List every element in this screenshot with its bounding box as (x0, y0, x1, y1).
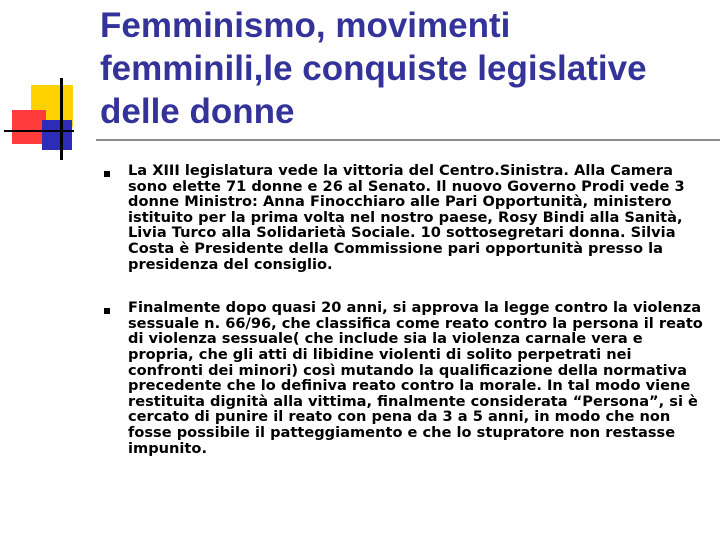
square-bullet-icon (104, 308, 110, 314)
horizontal-line-decoration (4, 130, 74, 132)
bullet-text: La XIII legislatura vede la vittoria del Centro.Sinistra. Alla Camera sono elette 71 donne e 26 al Senato. Il nuovo Governo Prodi vede 3 donne Ministro: Anna Finocchiaro alle Pari Opportunità, ministero istituito per la prima volta nel nostro paese, Rosy Bindi alla Sanità, Livia Turco alla Solidarietà Sociale. 10 sottosegretari donna. Silvia Costa è Presidente della Commissione pari opportunità presso la presidenza del consiglio. (128, 162, 685, 273)
slide-title: Femminismo, movimenti femminili,le conquiste legislative delle donne (100, 6, 647, 131)
bullet-list (104, 163, 704, 484)
square-bullet-icon (104, 171, 110, 177)
bullet-item (104, 300, 704, 456)
bullet-item (104, 163, 704, 272)
bullet-text: Finalmente dopo quasi 20 anni, si approva la legge contro la violenza sessuale n. 66/96, che classifica come reato contro la persona il reato di violenza sessuale( che include sia la violenza carnale vera e propria, che gli atti di libidine violenti di solito perpetrati nei confronti dei minori) così mutando la qualificazione della normativa precedente che lo definiva reato contro la morale. In tal modo viene restituita dignità alla vittima, finalmente considerata “Persona”, si è cercato di punire il reato con pena da 3 a 5 anni, in modo che non fosse possibile il patteggiamento e che lo stupratore non restasse impunito. (128, 299, 703, 457)
blue-square-decoration (42, 120, 72, 150)
red-square-decoration (12, 110, 46, 144)
vertical-line-decoration (60, 78, 63, 160)
title-divider (96, 139, 720, 141)
